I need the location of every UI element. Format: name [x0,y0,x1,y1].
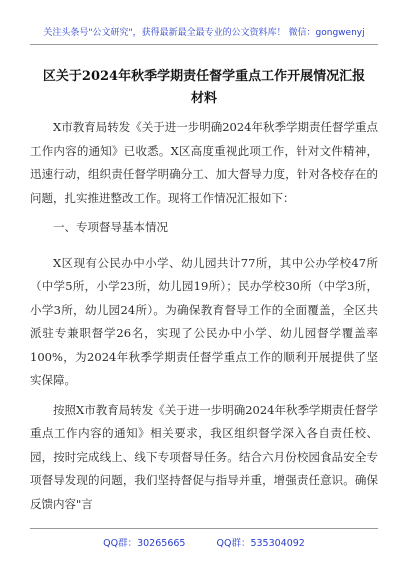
document-title: 区关于2024年秋季学期责任督学重点工作开展情况汇报材料 [42,69,366,106]
footer [0,535,408,549]
footer-qq-group-2: QQ群：535304092 [216,538,305,549]
paragraph-actions: 按照X市教育局转发《关于进一步明确2024年秋季学期责任督学重点工作内容的通知》相关要求，我区组织督学深入各自责任校、园，按时完成线上、线下专项督导任务。结合六月份校园食品安全专项督导发现的问题，我们坚持督促与指导并重，增强责任意识。确保反馈内容"言 [30,402,378,511]
header-divider [30,44,378,45]
section-heading: 一、专项督导基本情况 [53,220,168,234]
footer-divider [30,528,378,529]
paragraph-intro: X市教育局转发《关于进一步明确2024年秋季学期责任督学重点工作内容的通知》已收悉。X区高度重视此项工作，针对文件精神，迅速行动，组织责任督学明确分工、加大督导力度，针对各校存在的问题，扎实推进整改工作。现将工作情况汇报如下： [30,120,378,205]
paragraph-overview: X区现有公民办中小学、幼儿园共计77所，其中公办学校47所（中学5所，小学23所，幼儿园19所）；民办学校30所（中学3所，小学3所，幼儿园24所）。为确保教育督导工作的全面覆盖，全区共派驻专兼职督学26名，实现了公民办中小学、幼儿园督学覆盖率100%，为2024年秋季学期责任督学重点工作的顺利开展提供了坚实保障。 [30,255,378,387]
document-body [30,116,378,522]
header-note: 关注头条号"公文研究"，获得最新最全最专业的公文资料库！ 微信：gongwenyj [43,28,365,38]
footer-qq-group-1: QQ群：30265665 [103,538,186,549]
